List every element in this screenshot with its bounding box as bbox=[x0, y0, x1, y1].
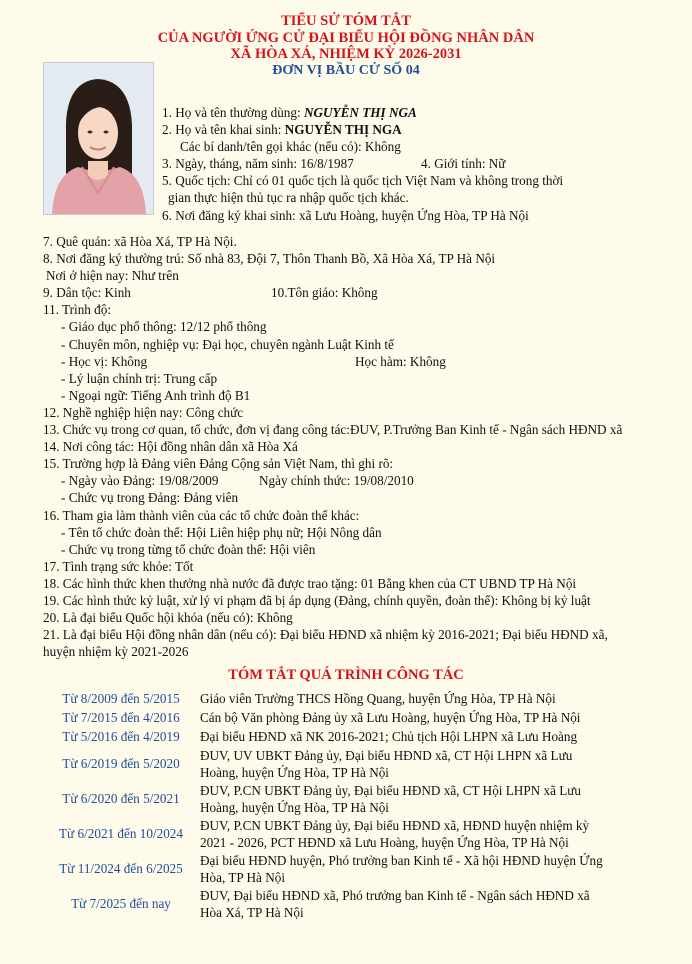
info-aliases: Các bí danh/tên gọi khác (nếu có): Không bbox=[180, 139, 401, 155]
work-description bbox=[196, 852, 660, 887]
work-history-row bbox=[46, 817, 660, 852]
work-description-line: Đại biểu HĐND xã NK 2016-2021; Chủ tịch Hội LHPN xã Lưu Hoàng bbox=[200, 729, 578, 745]
info-party-join-date: - Ngày vào Đảng: 19/08/2009 bbox=[61, 473, 219, 489]
info-birth-name: 2. Họ và tên khai sinh: NGUYỄN THỊ NGA bbox=[162, 122, 402, 138]
work-history-row bbox=[46, 709, 660, 728]
work-period: Từ 6/2019 đến 5/2020 bbox=[62, 756, 180, 772]
info-gender: 4. Giới tính: Nữ bbox=[421, 156, 506, 172]
work-history-row bbox=[46, 690, 660, 709]
info-hometown: 7. Quê quán: xã Hòa Xá, TP Hà Nội. bbox=[43, 234, 237, 249]
work-description-line: ĐUV, Đại biểu HĐND xã, Phó trưởng ban Kinh tế - Ngân sách HĐND xã bbox=[200, 887, 590, 903]
info-discipline: 19. Các hình thức kỷ luật, xử lý vi phạm đã bị áp dụng (Đảng, chính quyền, đoàn thể): Không bị kỷ luật bbox=[43, 592, 591, 608]
info-ethnicity: 9. Dân tộc: Kinh bbox=[43, 285, 131, 301]
work-period: Từ 6/2020 đến 5/2021 bbox=[62, 791, 180, 807]
header-constituency: ĐƠN VỊ BẦU CỬ SỐ 04 bbox=[272, 62, 420, 78]
info-awards: 18. Các hình thức khen thưởng nhà nước đã được trao tặng: 01 Bằng khen của CT UBND TP Hà Nội bbox=[43, 575, 577, 591]
work-description-line: Đại biểu HĐND huyện, Phó trưởng ban Kinh tế - Xã hội HĐND huyện Ứng bbox=[200, 852, 603, 868]
info-national-assembly: 20. Là đại biểu Quốc hội khóa (nếu có): Không bbox=[43, 610, 293, 626]
info-occupation: 12. Nghề nghiệp hiện nay: Công chức bbox=[43, 404, 244, 420]
portrait-photo bbox=[43, 62, 154, 215]
info-organization-names: - Tên tổ chức đoàn thể: Hội Liên hiệp phụ nữ; Hội Nông dân bbox=[61, 524, 382, 540]
work-description bbox=[196, 709, 660, 728]
info-education: 11. Trình độ: bbox=[43, 302, 112, 318]
info-residence: 8. Nơi đăng ký thường trú: Số nhà 83, Đội 7, Thôn Thanh Bồ, Xã Hòa Xá, TP Hà Nội bbox=[43, 251, 496, 267]
info-position: 13. Chức vụ trong cơ quan, tổ chức, đơn vị đang công tác:ĐUV, P.Trưởng Ban Kinh tế - Ngân sách HĐND xã bbox=[43, 422, 623, 438]
work-period: Từ 7/2025 đến nay bbox=[71, 896, 171, 912]
work-history-row bbox=[46, 728, 660, 747]
common-name-value: NGUYỄN THỊ NGA bbox=[303, 105, 417, 120]
info-council-deputy-cont: huyện nhiệm kỳ 2021-2026 bbox=[43, 644, 189, 660]
work-history-table bbox=[46, 690, 660, 922]
work-description-line: Hoàng, huyện Ứng Hòa, TP Hà Nội bbox=[200, 799, 389, 815]
info-common-name: 1. Họ và tên thường dùng: NGUYỄN THỊ NGA bbox=[162, 105, 417, 120]
work-period: Từ 5/2016 đến 4/2019 bbox=[62, 729, 180, 745]
info-general-education: - Giáo dục phổ thông: 12/12 phổ thông bbox=[61, 319, 267, 335]
work-history-row bbox=[46, 747, 660, 782]
info-academic-degree: - Học vị: Không bbox=[61, 353, 148, 369]
info-current-address: Nơi ở hiện nay: Như trên bbox=[46, 268, 179, 284]
work-description-line: Hoàng, huyện Ứng Hòa, TP Hà Nội bbox=[200, 764, 389, 780]
work-description-line: ĐUV, P.CN UBKT Đảng ủy, Đại biểu HĐND xã, HĐND huyện nhiệm kỳ bbox=[200, 817, 590, 833]
info-party-position: - Chức vụ trong Đảng: Đảng viên bbox=[61, 490, 239, 506]
work-period: Từ 8/2009 đến 5/2015 bbox=[62, 691, 180, 707]
work-period: Từ 11/2024 đến 6/2025 bbox=[59, 861, 183, 877]
info-religion: 10.Tôn giáo: Không bbox=[271, 285, 378, 301]
work-description-line: Hòa Xá, TP Hà Nội bbox=[200, 904, 304, 920]
header-title: TIỂU SỬ TÓM TẮT bbox=[281, 13, 411, 29]
info-health: 17. Tình trạng sức khỏe: Tốt bbox=[43, 558, 194, 574]
header-term: XÃ HÒA XÁ, NHIỆM KỲ 2026-2031 bbox=[230, 46, 462, 62]
info-council-deputy: 21. Là đại biểu Hội đồng nhân dân (nếu có): Đại biểu HĐND xã nhiệm kỳ 2016-2021; Đại biểu HĐND xã, bbox=[43, 627, 608, 643]
work-history-row bbox=[46, 887, 660, 922]
info-organizations: 16. Tham gia làm thành viên của các tổ chức đoàn thể khác: bbox=[43, 507, 360, 523]
work-description-line: ĐUV, P.CN UBKT Đảng ủy, Đại biểu HĐND xã, CT Hội LHPN xã Lưu bbox=[200, 782, 582, 798]
info-degree bbox=[43, 353, 622, 370]
work-history-row bbox=[46, 782, 660, 817]
work-description bbox=[196, 817, 660, 852]
info-nationality-cont: gian thực hiện thủ tục ra nhập quốc tịch khác. bbox=[168, 190, 409, 206]
header-subtitle: CỦA NGƯỜI ỨNG CỬ ĐẠI BIỂU HỘI ĐỒNG NHÂN DÂN bbox=[157, 29, 535, 46]
birth-name-value: NGUYỄN THỊ NGA bbox=[284, 122, 402, 138]
personal-info-main bbox=[43, 233, 622, 660]
work-period: Từ 6/2021 đến 10/2024 bbox=[59, 826, 183, 842]
work-description-line: ĐUV, UV UBKT Đảng ủy, Đại biểu HĐND xã, CT Hội LHPN xã Lưu bbox=[200, 747, 573, 763]
personal-info-top bbox=[162, 104, 563, 224]
info-birth-registration: 6. Nơi đăng ký khai sinh: xã Lưu Hoàng, huyện Ứng Hòa, TP Hà Nội bbox=[162, 207, 529, 223]
work-description-line: Cán bộ Văn phòng Đảng ủy xã Lưu Hoàng, huyện Ứng Hòa, TP Hà Nội bbox=[200, 710, 581, 726]
work-description-line: 2021 - 2026, PCT HĐND xã Lưu Hoàng, huyện Ứng Hòa, TP Hà Nội bbox=[200, 834, 569, 850]
work-description bbox=[196, 782, 660, 817]
info-ethnicity-religion bbox=[43, 284, 622, 301]
info-dob-gender bbox=[162, 155, 563, 172]
work-description-line: Hòa, TP Hà Nội bbox=[200, 869, 285, 885]
work-period: Từ 7/2015 đến 4/2016 bbox=[62, 710, 180, 726]
info-academic-title: Học hàm: Không bbox=[355, 353, 446, 369]
info-organization-roles: - Chức vụ trong từng tổ chức đoàn thể: Hội viên bbox=[61, 541, 316, 557]
info-party-official-date: Ngày chính thức: 19/08/2010 bbox=[259, 473, 414, 489]
info-workplace: 14. Nơi công tác: Hội đồng nhân dân xã Hòa Xá bbox=[43, 439, 298, 455]
info-nationality: 5. Quốc tịch: Chỉ có 01 quốc tịch là quốc tịch Việt Nam và không trong thời bbox=[162, 173, 564, 189]
info-dob: 3. Ngày, tháng, năm sinh: 16/8/1987 bbox=[162, 156, 354, 172]
info-political-theory: - Lý luận chính trị: Trung cấp bbox=[61, 370, 218, 386]
info-party: 15. Trường hợp là Đảng viên Đảng Cộng sản Việt Nam, thì ghi rõ: bbox=[43, 456, 394, 472]
work-description bbox=[196, 728, 660, 747]
work-description bbox=[196, 887, 660, 922]
info-foreign-language: - Ngoại ngữ: Tiếng Anh trình độ B1 bbox=[61, 387, 251, 403]
work-description bbox=[196, 747, 660, 782]
work-history-row bbox=[46, 852, 660, 887]
work-description-line: Giáo viên Trường THCS Hồng Quang, huyện Ứng Hòa, TP Hà Nội bbox=[200, 691, 556, 707]
work-history-title: TÓM TẮT QUÁ TRÌNH CÔNG TÁC bbox=[228, 667, 464, 683]
work-description bbox=[196, 690, 660, 709]
info-specialty: - Chuyên môn, nghiệp vụ: Đại học, chuyên ngành Luật Kinh tế bbox=[61, 336, 394, 352]
info-party-dates bbox=[43, 472, 622, 489]
